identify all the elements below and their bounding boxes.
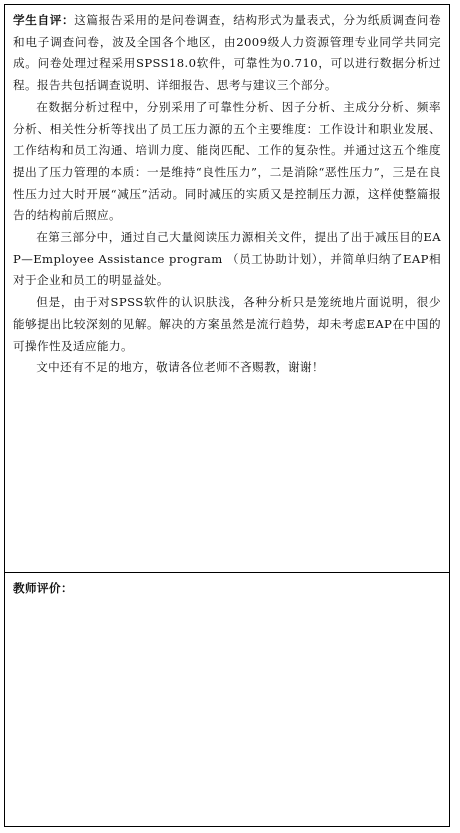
self-evaluation-paragraph-2: 在数据分析过程中，分别采用了可靠性分析、因子分析、主成分分析、频率分析、相关性分析等找出了员工压力源的五个主要维度：工作设计和职业发展、工作结构和员工沟通、培训力度、能岗匹配、工作的复杂性。并通过这五个维度提出了压力管理的本质：一是维持“良性压力”，二是消除“恶性压力”，三是在良性压力过大时开展“减压”活动。同时减压的实质又是控制压力源，这样使整篇报告的结构前后照应。 (13, 99, 441, 223)
self-evaluation-paragraph-4: 但是，由于对SPSS软件的认识肤浅，各种分析只是笼统地片面说明，很少能够提出比较深刻的见解。解决的方案虽然是流行趋势，却未考虑EAP在中国的可操作性及适应能力。 (13, 295, 441, 353)
self-evaluation-cell (5, 5, 449, 573)
self-evaluation-text-1: 这篇报告采用的是问卷调查，结构形式为量表式，分为纸质调查问卷和电子调查问卷，波及全国各个地区，由2009级人力资源管理专业同学共同完成。问卷处理过程采用SPSS18.0软件，可靠性为0.710，可以进行数据分析过程。报告共包括调查说明、详细报告、思考与建议三个部分。 (13, 13, 441, 93)
evaluation-form-table (4, 4, 450, 827)
teacher-evaluation-label: 教师评价： (13, 581, 73, 595)
self-evaluation-paragraph-5: 文中还有不足的地方，敬请各位老师不吝赐教，谢谢！ (36, 360, 325, 375)
self-evaluation-paragraph-3: 在第三部分中，通过自己大量阅读压力源相关文件，提出了出于减压目的EAP—Employee Assistance program （员工协助计划），并简单归纳了EAP相对于企业和员工的明显益处。 (13, 230, 441, 288)
self-evaluation-label: 学生自评： (13, 13, 75, 27)
teacher-evaluation-paragraph (13, 578, 441, 600)
self-evaluation-paragraph-1 (13, 10, 441, 97)
teacher-evaluation-cell[interactable] (5, 573, 449, 826)
